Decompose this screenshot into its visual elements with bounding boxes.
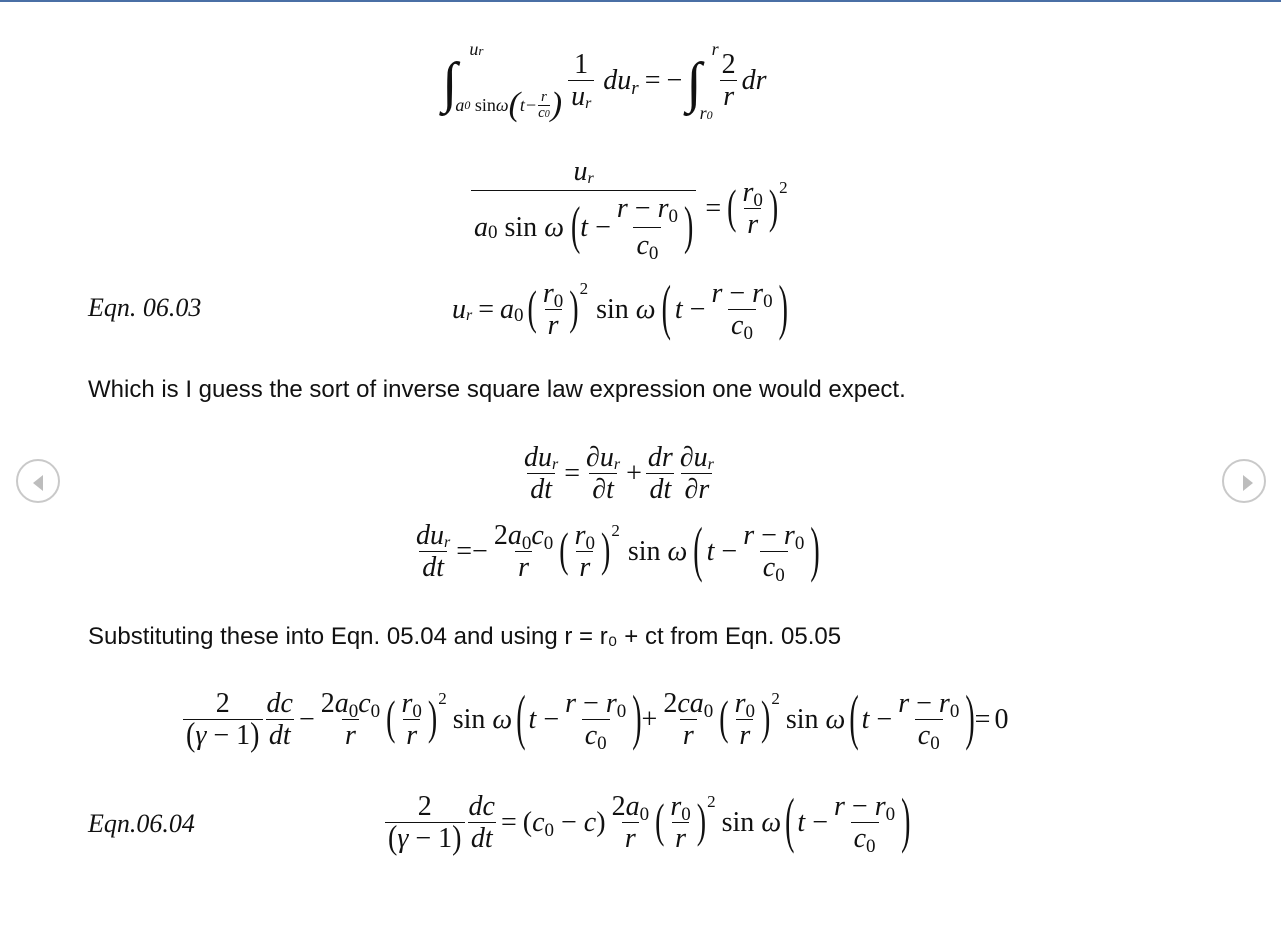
chevron-right-icon	[1224, 461, 1268, 505]
equation-label-0603: Eqn. 06.03	[88, 293, 202, 322]
paragraph-substituting: Substituting these into Eqn. 05.04 and using r = r₀ + ct from Eqn. 05.05	[88, 623, 842, 650]
equation-dur-dt: $\frac{\text{dur}}{dt}$ = − $\frac{2a0c0}{r}$ ( $\frac{r0}{r}$ ) 2 sin ω ( t − $\frac{r - r0}{c0}$ )	[416, 516, 820, 586]
equation-total-derivative: $\frac{\text{dur}}{dt}$ = $\frac{\partial ur}{\partial t}$ + $\frac{dr}{dt}$ $\frac{\partial ur}{\partial r}$	[524, 442, 714, 505]
equation-06-03: u r = a 0 ( $\frac{r0}{r}$ ) 2 sin ω ( t − $\frac{r - r0}{c0}$ )	[452, 274, 788, 344]
next-page-button[interactable]	[1222, 459, 1266, 503]
paragraph-inverse-square: Which is I guess the sort of inverse square law expression one would expect.	[88, 376, 906, 403]
equation-integral: ∫ ur a 0 sin ω ( t− r c0 ) $\frac{1}{ur}$ dur = − ∫ r r0 $\frac{2}{r}$ dr	[442, 39, 767, 123]
equation-ratio: ur a 0 sin ω ( t − $\frac{r - r0}{c0}$ ) = ( $\frac{r0}{r}$ ) 2	[468, 158, 788, 260]
chevron-left-icon	[18, 461, 62, 505]
prev-page-button[interactable]	[16, 459, 60, 503]
equation-substituted: 2 ( γ − 1 ) $\frac{dc}{dt}$ − $\frac{2a0c0}{r}$ ( $\frac{r0}{r}$ ) 2 sin ω ( t − $\frac{r - r0}{c0}$ ) + $\frac{2ca0}{r}$ ( $\frac{r0}{r}$ ) 2 sin ω ( t − $\frac{r - r0}{c0}$ ) = 0	[180, 690, 1008, 750]
top-rule	[0, 0, 1281, 2]
equation-label-0604: Eqn.06.04	[88, 809, 195, 838]
equation-06-04: 2 ( γ − 1 ) $\frac{dc}{dt}$ = (c0 − c) $\frac{2a0}{r}$ ( $\frac{r0}{r}$ ) 2 sin ω ( t − $\frac{r - r0}{c0}$ )	[382, 793, 910, 853]
